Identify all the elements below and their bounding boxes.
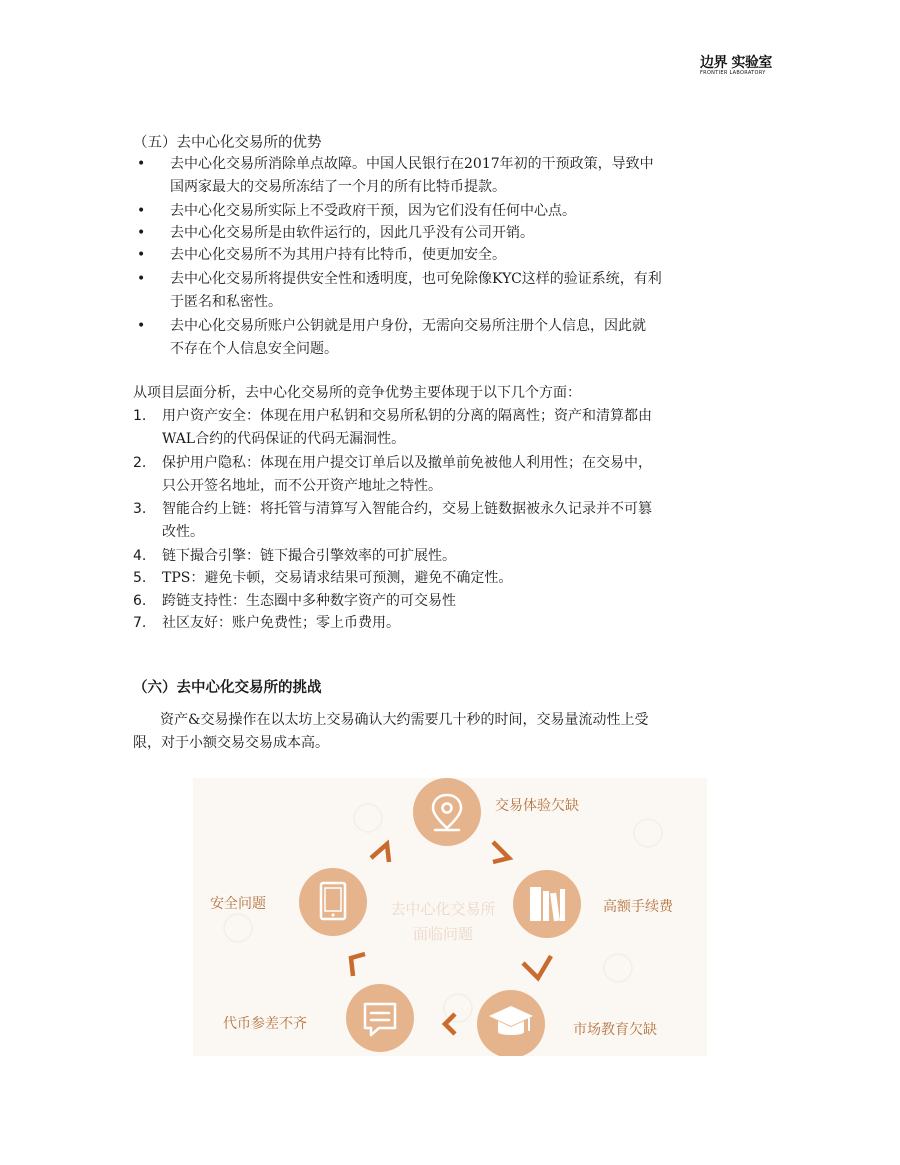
node-top [413, 778, 481, 846]
bullet-5-line-2: 于匿名和私密性。 [170, 294, 282, 310]
section6-paragraph-line-1: 资产&交易操作在以太坊上交易确认大约需要几十秒的时间，交易量流动性上受 [160, 712, 649, 728]
center-title-line-1: 去中心化交易所 [390, 900, 496, 918]
bullet-1-line-1: 去中心化交易所消除单点故障。中国人民银行在2017年初的干预政策，导致中 [170, 156, 654, 172]
item-3-line-1: 智能合约上链：将托管与清算写入智能合约，交易上链数据被永久记录并不可篡 [162, 501, 652, 517]
item-4-line-1: 链下撮合引擎：链下撮合引擎效率的可扩展性。 [162, 548, 456, 564]
center-title-line-2: 面临问题 [412, 925, 474, 943]
bullet-dot: • [137, 247, 146, 263]
logo-main-text: 边界 实验室 [700, 55, 772, 71]
node-bottom-left [346, 984, 414, 1052]
node-bottom-left-circle [346, 984, 414, 1052]
brand-logo [700, 56, 772, 78]
item-number: 4. [133, 548, 147, 564]
bullet-6-line-1: 去中心化交易所账户公钥就是用户身份，无需向交易所注册个人信息，因此就 [170, 318, 646, 334]
node-left [299, 868, 367, 936]
label-bottom-left: 代币参差不齐 [223, 1016, 307, 1032]
label-top: 交易体验欠缺 [495, 798, 579, 814]
section6-paragraph-line-2: 限，对于小额交易交易成本高。 [133, 735, 329, 751]
bullet-dot: • [137, 271, 146, 287]
bullet-1-line-2: 国两家最大的交易所冻结了一个月的所有比特币提款。 [170, 179, 506, 195]
logo-sub-text: FRONTIER LABORATORY [700, 70, 766, 76]
bullet-3-line-1: 去中心化交易所是由软件运行的，因此几乎没有公司开销。 [170, 225, 534, 241]
analysis-intro: 从项目层面分析，去中心化交易所的竞争优势主要体现于以下几个方面： [133, 385, 581, 401]
item-number: 5. [133, 570, 147, 586]
item-5-line-1: TPS：避免卡顿，交易请求结果可预测，避免不确定性。 [162, 570, 513, 586]
node-bottom-right [477, 990, 545, 1056]
bullet-4-line-1: 去中心化交易所不为其用户持有比特币，使更加安全。 [170, 247, 506, 263]
item-3-line-2: 改性。 [162, 524, 204, 540]
item-1-line-2: WAL合约的代码保证的代码无漏洞性。 [162, 431, 406, 447]
item-1-line-1: 用户资产安全：体现在用户私钥和交易所私钥的分离的隔离性；资产和清算都由 [162, 408, 652, 424]
item-number: 3. [133, 501, 147, 517]
bullet-2-line-1: 去中心化交易所实际上不受政府干预，因为它们没有任何中心点。 [170, 203, 576, 219]
section6-heading: （六）去中心化交易所的挑战 [133, 679, 322, 696]
bullet-dot: • [137, 203, 146, 219]
bullet-dot: • [137, 225, 146, 241]
item-number: 6. [133, 593, 147, 609]
bullet-6-line-2: 不存在个人信息安全问题。 [170, 341, 338, 357]
section5-heading: （五）去中心化交易所的优势 [133, 135, 322, 151]
node-left-circle [299, 868, 367, 936]
bullet-dot: • [137, 318, 146, 334]
label-right: 高额手续费 [603, 899, 673, 915]
node-right [513, 870, 581, 938]
item-2-line-2: 只公开签名地址，而不公开资产地址之特性。 [162, 478, 442, 494]
bullet-dot: • [137, 156, 146, 172]
item-6-line-1: 跨链支持性：生态圈中多种数字资产的可交易性 [162, 593, 456, 609]
challenges-cycle-diagram [193, 778, 707, 1056]
label-left: 安全问题 [210, 896, 266, 912]
label-bottom-right: 市场教育欠缺 [573, 1022, 657, 1038]
item-number: 1. [133, 408, 147, 424]
item-number: 7. [133, 615, 147, 631]
item-number: 2. [133, 455, 147, 471]
bullet-5-line-1: 去中心化交易所将提供安全性和透明度，也可免除像KYC这样的验证系统，有利 [170, 271, 662, 287]
item-2-line-1: 保护用户隐私：体现在用户提交订单后以及撤单前免被他人利用性；在交易中， [162, 455, 652, 471]
item-7-line-1: 社区友好：账户免费性；零上币费用。 [162, 615, 400, 631]
